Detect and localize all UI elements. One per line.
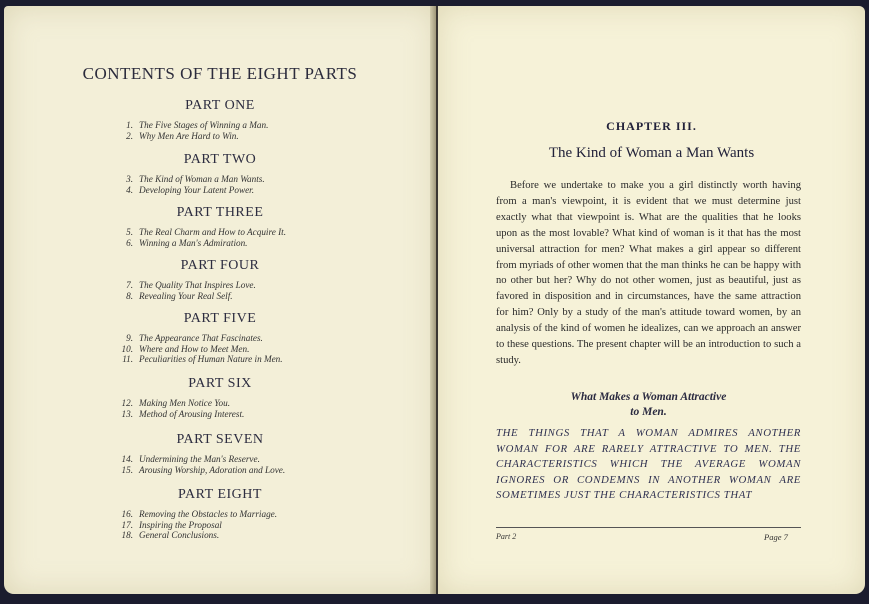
- chapter-number-label: 5.: [126, 227, 133, 237]
- chapter-title-label: Why Men Are Hard to Win.: [139, 130, 239, 141]
- part-heading: PART ONE: [185, 98, 255, 113]
- chapter-number-label: 8.: [126, 290, 133, 301]
- chapter-number-label: 18.: [121, 530, 133, 540]
- toc-chapter-row: [4, 509, 436, 520]
- chapter-number-label: 15.: [121, 464, 133, 475]
- body-paragraph: Before we undertake to make you a girl distinctly worth having from a man's viewpoint, it is evident that we must determine just exactly what that viewpoint is. What are the qualities that he looks upon as the most lovable? What kind of woman is it that has the most universal attraction for men? What makes a girl appear so different from myriads of other women that the man thinks he can be happy with no other but her? Why do not other women, just as beautiful, just as favored in disposition and in circumstances, have the same attraction for him? Only by a study of the man's attitude toward women, by an analysis of the kind of women he idealizes, can we approach an answer to these questions. The present chapter will be an introduction to such a study.: [496, 180, 801, 366]
- footer-rule: [496, 527, 801, 528]
- chapter-number-label: 2.: [126, 130, 133, 141]
- contents-title: CONTENTS OF THE EIGHT PARTS: [82, 64, 358, 83]
- chapter-title-label: Undermining the Man's Reserve.: [139, 454, 260, 464]
- chapter-title: The Kind of Woman a Man Wants: [548, 145, 755, 161]
- chapter-number-label: 7.: [126, 280, 133, 290]
- chapter-number-label: 6.: [126, 237, 133, 248]
- part-heading: PART EIGHT: [178, 487, 262, 502]
- footer-page-number: Page 7: [764, 532, 788, 542]
- section-subheading: [496, 390, 801, 420]
- toc-chapter-row: [4, 131, 436, 142]
- toc-chapter-row: [4, 227, 436, 238]
- toc-part: [4, 376, 436, 419]
- part-heading: PART SIX: [188, 376, 252, 391]
- chapter-number-label: 12.: [121, 398, 133, 408]
- chapter-title-label: The Kind of Woman a Man Wants.: [139, 174, 265, 184]
- emphasis-paragraph: THE THINGS THAT A WOMAN ADMIRES ANOTHER WOMAN FOR ARE RARELY ATTRACTIVE TO MEN. THE CHARACTERISTICS WHICH THE AVERAGE WOMAN IGNORES OR CONDEMNS IN ANOTHER WOMAN ARE SOMETIMES JUST THE CHARACTERISTICS THAT: [496, 427, 801, 502]
- toc-chapter-row: [4, 238, 436, 249]
- chapter-number-label: 9.: [126, 333, 133, 343]
- part-heading: PART TWO: [183, 152, 257, 167]
- toc-chapter-row: [4, 174, 436, 185]
- chapter-number-label: 11.: [122, 354, 133, 364]
- chapter-title-label: Arousing Worship, Adoration and Love.: [139, 464, 286, 475]
- left-page: [4, 6, 436, 594]
- toc-chapter-row: [4, 354, 436, 365]
- chapter-title-label: Removing the Obstacles to Marriage.: [139, 509, 278, 519]
- toc-chapter-row: [4, 398, 436, 409]
- part-heading: PART THREE: [176, 205, 264, 220]
- toc-part: [4, 432, 436, 475]
- toc-chapter-row: [4, 409, 436, 420]
- chapter-title-label: Making Men Notice You.: [139, 398, 231, 408]
- chapter-title-label: The Appearance That Fascinates.: [139, 333, 263, 343]
- toc-part: [4, 258, 436, 301]
- part-heading: PART FIVE: [183, 311, 257, 326]
- toc-chapter-row: [4, 185, 436, 196]
- chapter-number-label: 3.: [126, 174, 133, 184]
- chapter-number-label: 13.: [121, 408, 133, 419]
- chapter-title-label: The Quality That Inspires Love.: [139, 280, 256, 290]
- chapter-title-label: General Conclusions.: [139, 530, 220, 540]
- chapter-title-label: Peculiarities of Human Nature in Men.: [139, 354, 283, 364]
- part-heading: PART SEVEN: [176, 432, 264, 447]
- chapter-title-label: Winning a Man's Admiration.: [139, 237, 248, 248]
- chapter-title-label: The Real Charm and How to Acquire It.: [139, 227, 286, 237]
- toc-chapter-row: [4, 120, 436, 131]
- toc-chapter-row: [4, 465, 436, 476]
- chapter-title-label: Inspiring the Proposal: [139, 519, 222, 530]
- toc-chapter-row: [4, 520, 436, 531]
- toc-chapter-row: [4, 344, 436, 355]
- chapter-number-label: 10.: [121, 343, 133, 354]
- toc-chapter-row: [4, 454, 436, 465]
- subheading-line-2: to Men.: [630, 406, 667, 418]
- chapter-title-label: Developing Your Latent Power.: [139, 184, 255, 195]
- part-heading: PART FOUR: [180, 258, 260, 273]
- chapter-number-label: 14.: [121, 454, 133, 464]
- chapter-title-label: The Five Stages of Winning a Man.: [139, 120, 269, 130]
- chapter-number: CHAPTER III.: [606, 119, 697, 133]
- footer-part-label: Part 2: [496, 532, 517, 541]
- toc-chapter-row: [4, 280, 436, 291]
- chapter-title-label: Revealing Your Real Self.: [139, 290, 233, 301]
- chapter-title-label: Where and How to Meet Men.: [139, 343, 250, 354]
- chapter-number-label: 17.: [121, 519, 133, 530]
- toc-part: [4, 311, 436, 365]
- toc-part: [4, 487, 436, 541]
- toc-chapter-row: [4, 291, 436, 302]
- right-page: [438, 6, 865, 594]
- toc-chapter-row: [4, 530, 436, 541]
- chapter-number-label: 1.: [126, 120, 133, 130]
- toc-part: [4, 152, 436, 195]
- chapter-number-label: 4.: [126, 184, 133, 195]
- chapter-number-label: 16.: [121, 509, 133, 519]
- chapter-title-label: Method of Arousing Interest.: [139, 408, 245, 419]
- toc-chapter-row: [4, 333, 436, 344]
- toc-part: [4, 205, 436, 248]
- subheading-line-1: What Makes a Woman Attractive: [570, 391, 727, 403]
- toc-part: [4, 98, 436, 141]
